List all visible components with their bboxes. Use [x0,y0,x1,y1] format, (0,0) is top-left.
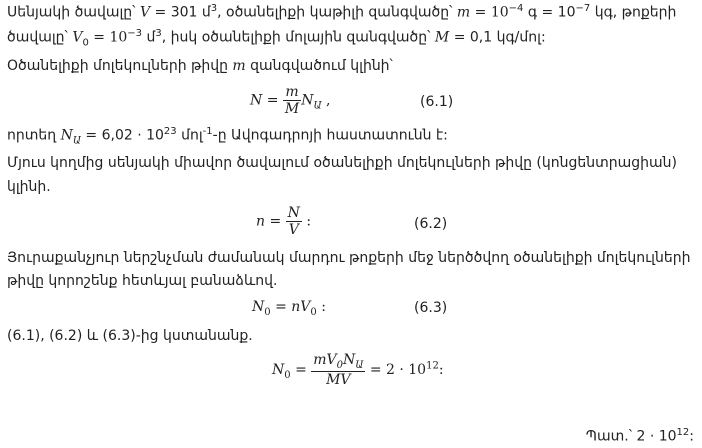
fraction-m-over-M: $\frac{m}{M}$ [284,84,300,118]
equation-label-6-2: (6.2) [414,216,448,232]
equation-label-6-3: (6.3) [414,300,448,316]
inhale-line-2: թիվը կորոշենք հետևյալ բանաձևով. [7,273,278,289]
answer: Պատ.՝ $2 \cdot 10^{12}$: [585,427,694,445]
fraction-final: $\frac{mV_0N_Ա}{MV}$ [313,352,364,389]
equation-final: $N_0$ = $\frac{mV_0N_Ա}{MV}$ = $2 \cdot 10^{12}$: [272,352,444,389]
equation-label-6-1: (6.1) [420,94,454,110]
equation-6-2: n = $\frac{N}{V}$ : [256,205,312,239]
molecules-intro: Օծանելիքի մոլեկուլների թիվը m զանգվածում կլինի՝ [7,58,393,74]
given-line-1: Սենյակի ծավալը՝ V = 301 մ$^3$, օծանելիքի կաթիլի զանգվածը՝ $m = 10^{-4}$ գ = $10^{-7}$ կգ, թոքերի [7,3,677,21]
concentration-line-1: Մյուս կողմից սենյակի միավոր ծավալում օծանելիքի մոլեկուլների թիվը (կոնցենտրացիան) [7,155,677,171]
avogadro-line: որտեղ $N_Ա = 6,02 \cdot 10^{23}$ մոլ$^{-1}$-ը Ավոգադրոյի հաստատունն է: [7,126,448,147]
fraction-N-over-V: $\frac{N}{V}$ [287,205,300,239]
combine-line: (6.1), (6.2) և (6.3)-ից կստանանք. [7,328,253,344]
equation-6-3: $N_0 = nV_0$ : [252,299,326,318]
equation-6-1: N = $\frac{m}{M}$ $N_Ա$ , [250,84,331,118]
given-line-2: ծավալը՝ $V_0 = 10^{-3}$ մ$^3$, իսկ օծանելիքի մոլային զանգվածը՝ M = 0,1 կգ/մոլ: [7,28,546,49]
inhale-line-1: Յուրաքանչյուր ներշնչման ժամանակ մարդու թոքերի մեջ ներծծվող օծանելիքի մոլեկուլների [7,250,691,266]
concentration-line-2: կլինի. [7,179,51,195]
